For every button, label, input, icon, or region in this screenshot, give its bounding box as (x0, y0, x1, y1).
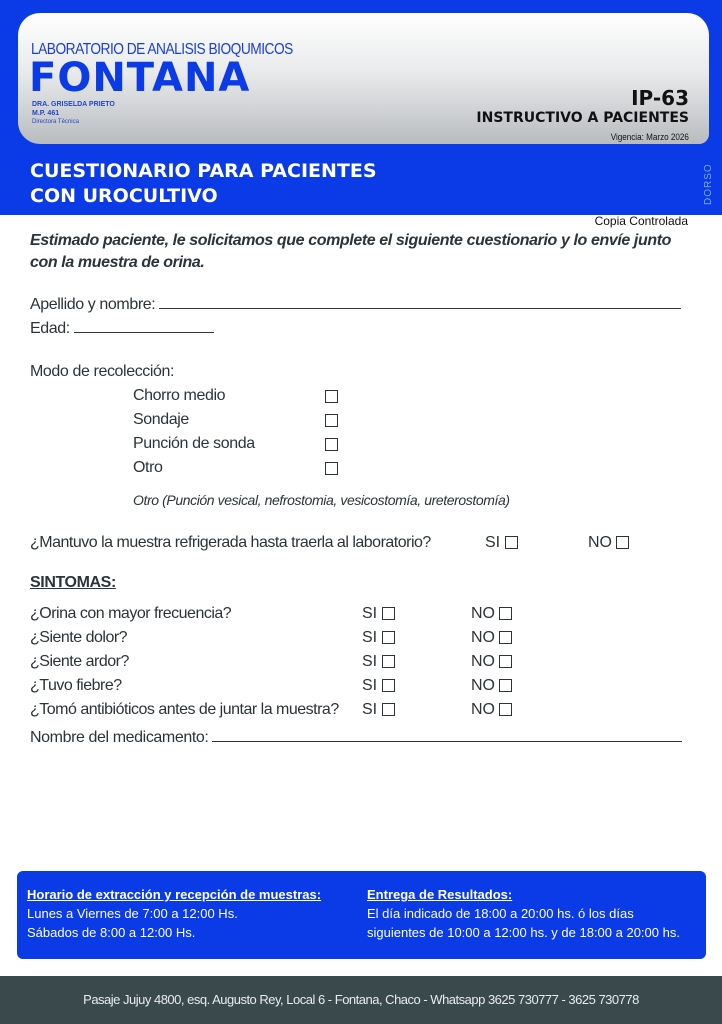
checkbox-no[interactable] (616, 536, 629, 549)
results-heading: Entrega de Resultados: (367, 887, 513, 902)
medication-field[interactable] (30, 727, 682, 747)
checkbox-chorro-medio[interactable] (325, 390, 338, 403)
yes-label: SI (362, 701, 378, 718)
checkbox-no[interactable] (499, 607, 512, 620)
results-hours (367, 885, 680, 942)
checkbox-yes[interactable] (382, 607, 395, 620)
director-mp: M.P. 461 (32, 110, 60, 117)
extraction-heading: Horario de extracción y recepción de muestras: (27, 887, 322, 902)
lab-subtitle: LABORATORIO DE ANALISIS BIOQUMICOS (31, 41, 293, 58)
yes-label: SI (362, 653, 378, 670)
symptom-no[interactable] (471, 677, 512, 695)
collection-option: Otro (133, 459, 163, 476)
yes-label: SI (485, 534, 501, 551)
no-label: NO (471, 629, 495, 646)
name-field[interactable] (30, 294, 681, 314)
refrigerated-no[interactable] (588, 534, 629, 552)
collection-option: Sondaje (133, 411, 189, 428)
checkbox-yes[interactable] (505, 536, 518, 549)
checkbox-sondaje[interactable] (325, 414, 338, 427)
checkbox-otro[interactable] (325, 462, 338, 475)
side-label: DORSO (703, 163, 714, 205)
medication-label: Nombre del medicamento: (30, 729, 209, 746)
name-label: Apellido y nombre: (30, 296, 156, 313)
no-label: NO (471, 677, 495, 694)
age-field[interactable] (30, 318, 214, 338)
symptom-no[interactable] (471, 629, 512, 647)
extraction-line: Sábados de 8:00 a 12:00 Hs. (27, 925, 196, 940)
form-title-line1: CUESTIONARIO PARA PACIENTES (30, 160, 377, 182)
doc-type: INSTRUCTIVO A PACIENTES (476, 110, 689, 126)
no-label: NO (471, 605, 495, 622)
symptom-question: ¿Siente dolor? (30, 629, 128, 646)
symptoms-heading: SINTOMAS: (30, 574, 116, 591)
name-input-line[interactable] (159, 294, 681, 309)
symptom-question: ¿Orina con mayor frecuencia? (30, 605, 232, 622)
director-name: DRA. GRISELDA PRIETO (32, 101, 115, 108)
intro-text: Estimado paciente, le solicitamos que complete el siguiente cuestionario y lo envíe junto con la muestra de orina. (30, 232, 672, 271)
collection-option: Chorro medio (133, 387, 226, 404)
symptom-yes[interactable] (362, 653, 395, 671)
symptom-question: ¿Tomó antibióticos antes de juntar la muestra? (30, 701, 339, 718)
checkbox-yes[interactable] (382, 655, 395, 668)
lab-logo-name: FONTANA (29, 55, 251, 101)
refrigerated-yes[interactable] (485, 534, 518, 552)
symptom-no[interactable] (471, 653, 512, 671)
collection-label: Modo de recolección: (30, 363, 175, 380)
results-line: El día indicado de 18:00 a 20:00 hs. ó los días (367, 906, 634, 921)
checkbox-no[interactable] (499, 703, 512, 716)
yes-label: SI (362, 629, 378, 646)
no-label: NO (471, 653, 495, 670)
checkbox-no[interactable] (499, 631, 512, 644)
checkbox-no[interactable] (499, 679, 512, 692)
checkbox-yes[interactable] (382, 631, 395, 644)
yes-label: SI (362, 677, 378, 694)
checkbox-no[interactable] (499, 655, 512, 668)
extraction-hours (27, 885, 321, 942)
doc-code: IP-63 (631, 86, 689, 110)
medication-input-line[interactable] (212, 727, 682, 742)
age-label: Edad: (30, 320, 70, 337)
no-label: NO (471, 701, 495, 718)
collection-option: Punción de sonda (133, 435, 255, 452)
yes-label: SI (362, 605, 378, 622)
symptom-no[interactable] (471, 701, 512, 719)
form-title (30, 159, 377, 209)
age-input-line[interactable] (74, 318, 214, 333)
symptom-no[interactable] (471, 605, 512, 623)
symptom-yes[interactable] (362, 629, 395, 647)
refrigerated-question: ¿Mantuvo la muestra refrigerada hasta traerla al laboratorio? (30, 534, 431, 551)
hours-box (17, 871, 706, 959)
extraction-line: Lunes a Viernes de 7:00 a 12:00 Hs. (27, 906, 238, 921)
checkbox-puncion-sonda[interactable] (325, 438, 338, 451)
symptom-yes[interactable] (362, 605, 395, 623)
no-label: NO (588, 534, 612, 551)
copia-controlada: Copia Controlada (594, 214, 688, 228)
checkbox-yes[interactable] (382, 679, 395, 692)
footer-address: Pasaje Jujuy 4800, esq. Augusto Rey, Local 6 - Fontana, Chaco - Whatsapp 3625 730777 - 3625 730778 (0, 976, 722, 1024)
form-title-line2: CON UROCULTIVO (30, 185, 218, 207)
symptom-yes[interactable] (362, 677, 395, 695)
vigencia: Vigencia: Marzo 2026 (610, 132, 689, 142)
results-line: siguientes de 10:00 a 12:00 hs. y de 18:00 a 20:00 hs. (367, 925, 680, 940)
director-role: Directora Técnica (32, 119, 79, 125)
symptom-yes[interactable] (362, 701, 395, 719)
checkbox-yes[interactable] (382, 703, 395, 716)
symptom-question: ¿Tuvo fiebre? (30, 677, 122, 694)
symptom-question: ¿Siente ardor? (30, 653, 129, 670)
otro-note: Otro (Punción vesical, nefrostomia, vesicostomía, ureterostomía) (133, 492, 510, 508)
